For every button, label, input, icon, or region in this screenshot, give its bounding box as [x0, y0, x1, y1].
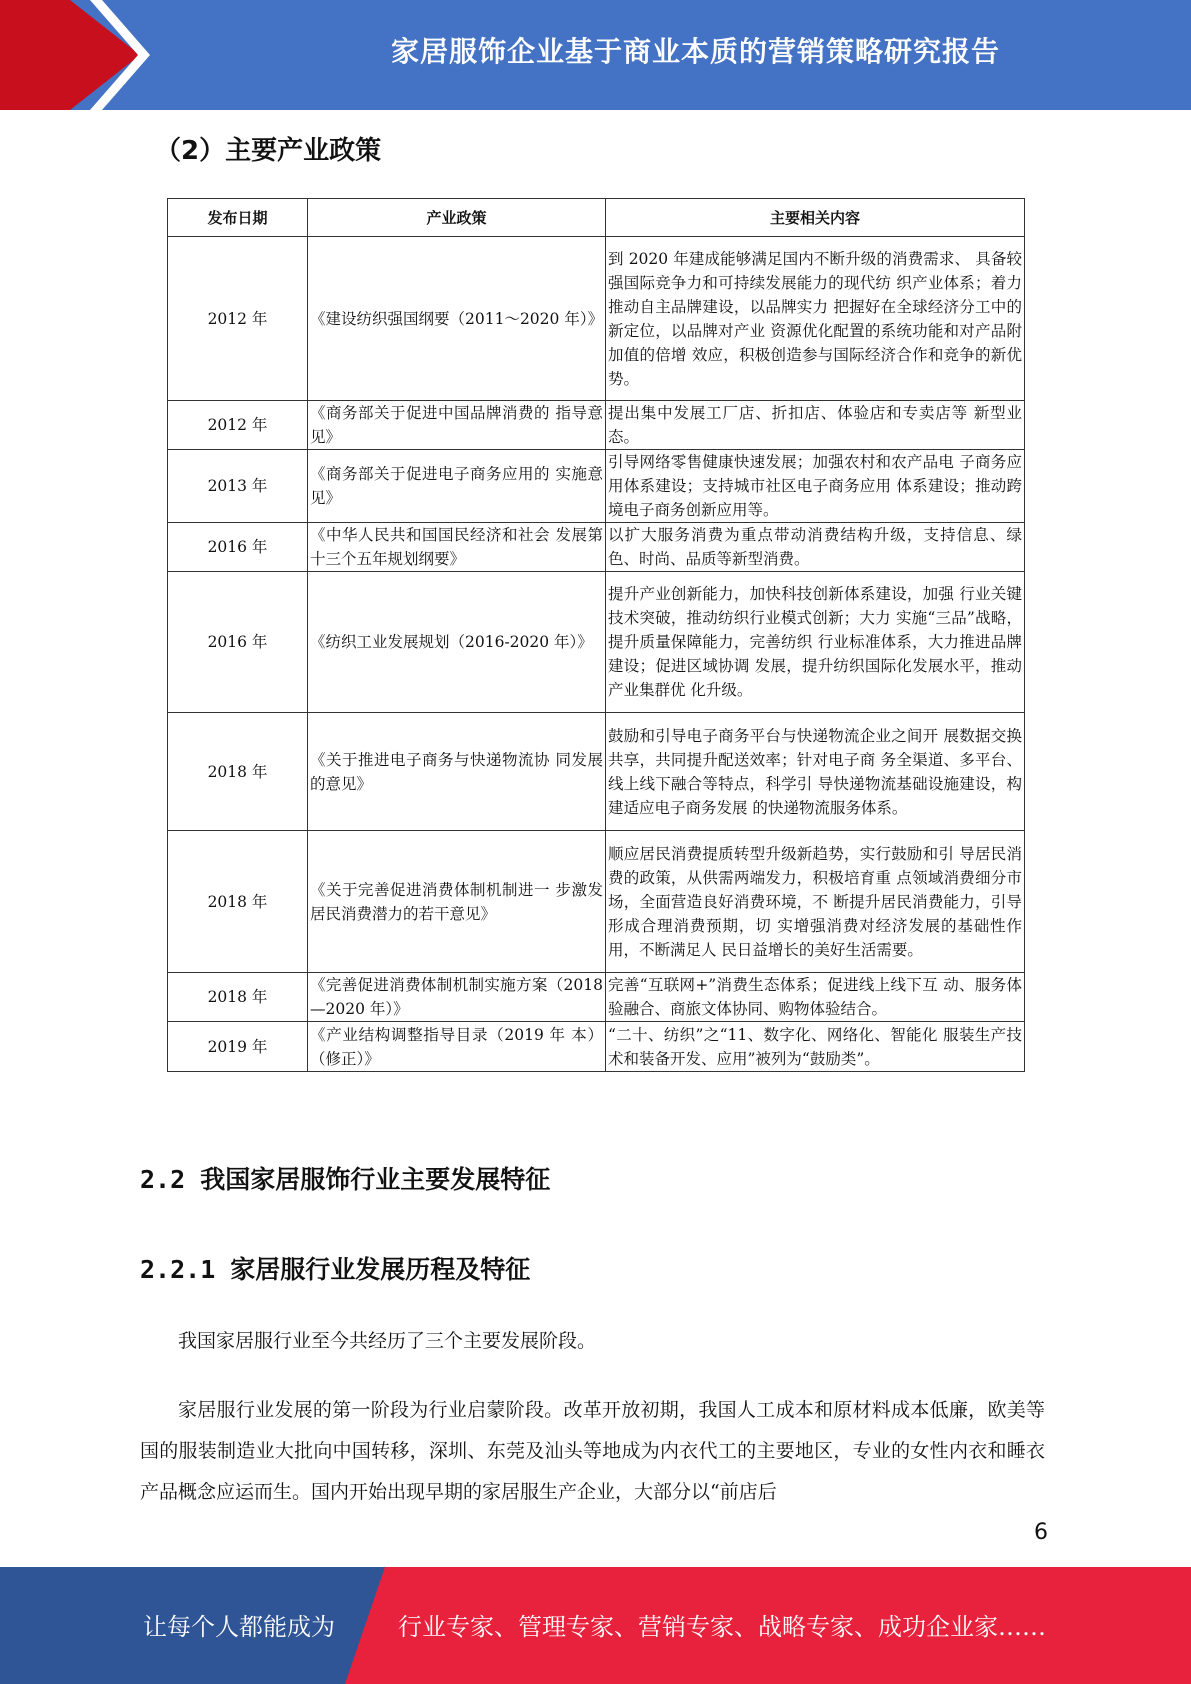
table-row [168, 523, 1025, 572]
content-cell: “二十、纺织”之“11、数字化、网络化、智能化 服装生产技术和装备开发、应用”被列为“鼓励类”。 [606, 1022, 1025, 1072]
section-heading-2-2: 2.2 我国家居服饰行业主要发展特征 [140, 1165, 551, 1194]
policy-cell: 《中华人民共和国国民经济和社会 发展第十三个五年规划纲要》 [308, 523, 606, 572]
table-row [168, 973, 1025, 1022]
column-header-policy: 产业政策 [308, 199, 606, 237]
content-cell: 提出集中发展工厂店、折扣店、体验店和专卖店等 新型业态。 [606, 401, 1025, 450]
policy-cell: 《商务部关于促进中国品牌消费的 指导意见》 [308, 401, 606, 450]
table-row [168, 831, 1025, 973]
date-cell: 2019 年 [168, 1022, 308, 1072]
table-row [168, 572, 1025, 713]
policy-cell: 《完善促进消费体制机制实施方案（2018—2020 年）》 [308, 973, 606, 1022]
header-red-chevron [0, 0, 140, 110]
report-title: 家居服饰企业基于商业本质的营销策略研究报告 [390, 35, 1000, 68]
column-header-date: 发布日期 [168, 199, 308, 237]
date-cell: 2013 年 [168, 450, 308, 523]
footer-slogan-right: 行业专家、管理专家、营销专家、战略专家、成功企业家…… [398, 1613, 1046, 1641]
date-cell: 2016 年 [168, 523, 308, 572]
date-cell: 2018 年 [168, 713, 308, 831]
policy-cell: 《纺织工业发展规划（2016-2020 年）》 [308, 572, 606, 713]
content-cell: 完善“互联网+”消费生态体系；促进线上线下互 动、服务体验融合、商旅文体协同、购物体验结合。 [606, 973, 1025, 1022]
content-cell: 引导网络零售健康快速发展；加强农村和农产品电 子商务应用体系建设；支持城市社区电子商务应用 体系建设；推动跨境电子商务创新应用等。 [606, 450, 1025, 523]
policy-cell: 《关于完善促进消费体制机制进一 步激发居民消费潜力的若干意见》 [308, 831, 606, 973]
page-number: 6 [1034, 1520, 1048, 1545]
section-heading-policy: （2）主要产业政策 [155, 136, 382, 166]
table-row [168, 401, 1025, 450]
policy-cell: 《建设纺织强国纲要（2011～2020 年）》 [308, 237, 606, 401]
table-row [168, 1022, 1025, 1072]
policy-cell: 《关于推进电子商务与快递物流协 同发展的意见》 [308, 713, 606, 831]
table-row [168, 450, 1025, 523]
date-cell: 2016 年 [168, 572, 308, 713]
table-row [168, 713, 1025, 831]
content-cell: 顺应居民消费提质转型升级新趋势，实行鼓励和引 导居民消费的政策，从供需两端发力，积极培育重 点领域消费细分市场，全面营造良好消费环境，不 断提升居民消费能力，引导形成合理消费预期，切 实增强消费对经济发展的基础性作用，不断满足人 民日益增长的美好生活需要。 [606, 831, 1025, 973]
policy-cell: 《商务部关于促进电子商务应用的 实施意见》 [308, 450, 606, 523]
body-paragraph: 我国家居服行业至今共经历了三个主要发展阶段。 [178, 1330, 597, 1352]
section-heading-2-2-1: 2.2.1 家居服行业发展历程及特征 [140, 1255, 531, 1284]
date-cell: 2012 年 [168, 237, 308, 401]
date-cell: 2018 年 [168, 973, 308, 1022]
content-cell: 鼓励和引导电子商务平台与快递物流企业之间开 展数据交换共享，共同提升配送效率；针对电子商 务全渠道、多平台、线上线下融合等特点，科学引 导快递物流基础设施建设，构建适应电子商务发展 的快递物流服务体系。 [606, 713, 1025, 831]
content-cell: 以扩大服务消费为重点带动消费结构升级，支持信息、绿色、时尚、品质等新型消费。 [606, 523, 1025, 572]
date-cell: 2018 年 [168, 831, 308, 973]
content-cell: 到 2020 年建成能够满足国内不断升级的消费需求、 具备较强国际竞争力和可持续发展能力的现代纺 织产业体系；着力推动自主品牌建设，以品牌实力 把握好在全球经济分工中的新定位，以品牌对产业 资源优化配置的系统功能和对产品附加值的倍增 效应，积极创造参与国际经济合作和竞争的新优 势。 [606, 237, 1025, 401]
page-footer [0, 1567, 1191, 1684]
page-header [0, 0, 1191, 110]
date-cell: 2012 年 [168, 401, 308, 450]
footer-slogan-left: 让每个人都能成为 [143, 1613, 335, 1641]
column-header-content: 主要相关内容 [606, 199, 1025, 237]
policy-cell: 《产业结构调整指导目录（2019 年 本）（修正）》 [308, 1022, 606, 1072]
table-header-row [168, 199, 1025, 237]
body-paragraph: 家居服行业发展的第一阶段为行业启蒙阶段。改革开放初期，我国人工成本和原材料成本低廉，欧美等国的服装制造业大批向中国转移，深圳、东莞及汕头等地成为内衣代工的主要地区，专业的女性内衣和睡衣产品概念应运而生。国内开始出现早期的家居服生产企业，大部分以“前店后 [140, 1399, 1045, 1503]
content-cell: 提升产业创新能力，加快科技创新体系建设，加强 行业关键技术突破，推动纺织行业模式创新；大力 实施“三品”战略，提升质量保障能力，完善纺织 行业标准体系，大力推进品牌建设；促进区域协调 发展，提升纺织国际化发展水平，推动产业集群优 化升级。 [606, 572, 1025, 713]
policy-table [167, 198, 1025, 1072]
table-row [168, 237, 1025, 401]
